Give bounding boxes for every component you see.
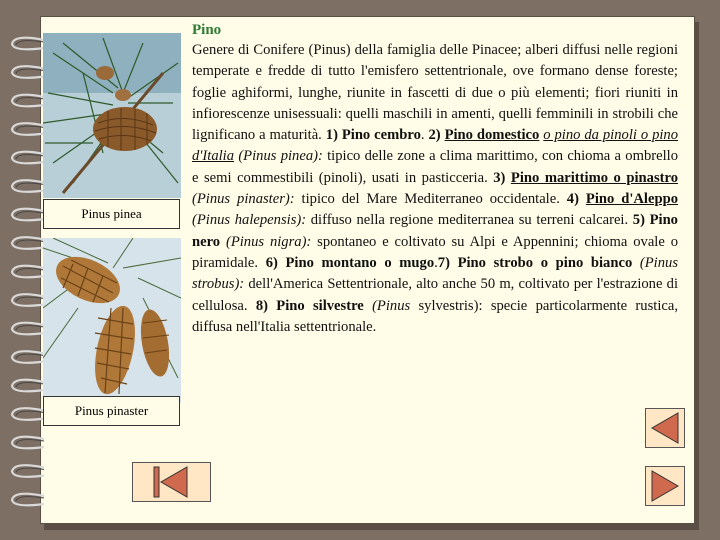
article-text-segment[interactable]: Pino d'Aleppo bbox=[585, 191, 678, 208]
article-body bbox=[192, 40, 678, 338]
article-text-segment[interactable]: Pino marittimo o pinastro bbox=[510, 169, 678, 186]
play-forward-icon bbox=[646, 467, 684, 505]
article-text-segment: 7) Pino strobo o pino bianco bbox=[437, 254, 633, 271]
article-text-segment: . bbox=[434, 254, 438, 271]
skip-to-first-icon bbox=[133, 463, 210, 501]
article-text-segment: 1) Pino cembro bbox=[325, 127, 421, 144]
play-backward-icon bbox=[646, 409, 684, 447]
article-text-segment[interactable]: o pino da pinoli o pino d'Italia bbox=[192, 127, 679, 165]
article-text-segment: (Pinus nigra): bbox=[220, 233, 312, 250]
spiral-ring-shadow bbox=[16, 411, 44, 415]
spiral-ring-shadow bbox=[16, 69, 44, 73]
spiral-ring-shadow bbox=[16, 41, 44, 45]
photo-caption-pinus-pinaster: Pinus pinaster bbox=[43, 396, 180, 426]
article-text-segment: 2) bbox=[428, 127, 445, 144]
article-text-segment: 5) Pino nero bbox=[192, 212, 678, 250]
spiral-ring-shadow bbox=[16, 354, 44, 358]
article-text-segment: spontaneo e coltivato su Alpi e Appennini; chioma ovale o piramidale. bbox=[192, 233, 678, 271]
spiral-ring-shadow bbox=[16, 383, 44, 387]
article-text-segment[interactable]: Pino domestico bbox=[444, 127, 540, 144]
spiral-ring-shadow bbox=[16, 468, 44, 472]
photo-caption-pinus-pinea: Pinus pinea bbox=[43, 199, 180, 229]
photo-pinus-pinaster bbox=[43, 238, 181, 403]
photo-pinus-pinea bbox=[43, 33, 181, 198]
article-text-segment: 3) bbox=[493, 169, 511, 186]
article-text-segment: tipico del Mare Mediterraneo occidentale. bbox=[294, 191, 567, 208]
spiral-ring-shadow bbox=[16, 155, 44, 159]
spiral-ring-shadow bbox=[16, 98, 44, 102]
spiral-ring-shadow bbox=[16, 497, 44, 501]
spiral-ring-shadow bbox=[16, 240, 44, 244]
article-text-segment: 4) bbox=[566, 191, 586, 208]
spiral-ring-shadow bbox=[16, 183, 44, 187]
article-text-segment: . bbox=[420, 127, 429, 144]
article-text-segment: (Pinus pinea): bbox=[234, 148, 323, 165]
spiral-ring-shadow bbox=[16, 440, 44, 444]
previous-page-button[interactable] bbox=[645, 408, 685, 448]
article-text-segment: Genere di Conifere (Pinus) della famiglia delle Pinacee; alberi diffusi nelle regioni temperate e fredde di tutto l'emisfero settentrionale, ove formano dense foreste; foglie aghiformi, lunghe, riunite in fascetti di due o più elementi; fiori riuniti in infiorescenze unisessuali: quelli maschili in amenti, quelli femminili in strobili che lignificano a maturità. bbox=[192, 42, 678, 144]
spiral-ring-shadow bbox=[16, 326, 44, 330]
article-text-segment: (Pinus bbox=[363, 297, 411, 314]
article-text-segment: tipico delle zone a clima marittimo, con chioma a ombrello e semi commestibili (pinoli), usati in pasticceria. bbox=[192, 148, 678, 186]
article-text-segment: (Pinus pinaster): bbox=[192, 191, 295, 208]
spiral-ring-shadow bbox=[16, 269, 44, 273]
spiral-ring-shadow bbox=[16, 126, 44, 130]
article-text-segment: diffuso nella regione mediterranea su terreni calcarei. bbox=[306, 212, 633, 229]
article-text-segment: 8) Pino silvestre bbox=[255, 297, 364, 314]
first-page-button[interactable] bbox=[132, 462, 211, 502]
article-text-segment: dell'America Settentrionale, alto anche 50 m, coltivato per l'estrazione di cellulosa. bbox=[192, 276, 678, 314]
article-text-segment: (Pinus strobus): bbox=[192, 254, 678, 293]
article-text-segment: 6) Pino montano o mugo bbox=[265, 254, 435, 271]
article-title: Pino bbox=[192, 22, 222, 38]
spiral-ring-shadow bbox=[16, 297, 44, 301]
article bbox=[192, 20, 678, 338]
spiral-ring-shadow bbox=[16, 212, 44, 216]
article-text-segment: sylvestris): specie particolarmente rustica, diffusa nell'Italia settentrionale. bbox=[192, 297, 678, 335]
next-page-button[interactable] bbox=[645, 466, 685, 506]
article-text-segment: (Pinus halepensis): bbox=[192, 212, 307, 229]
